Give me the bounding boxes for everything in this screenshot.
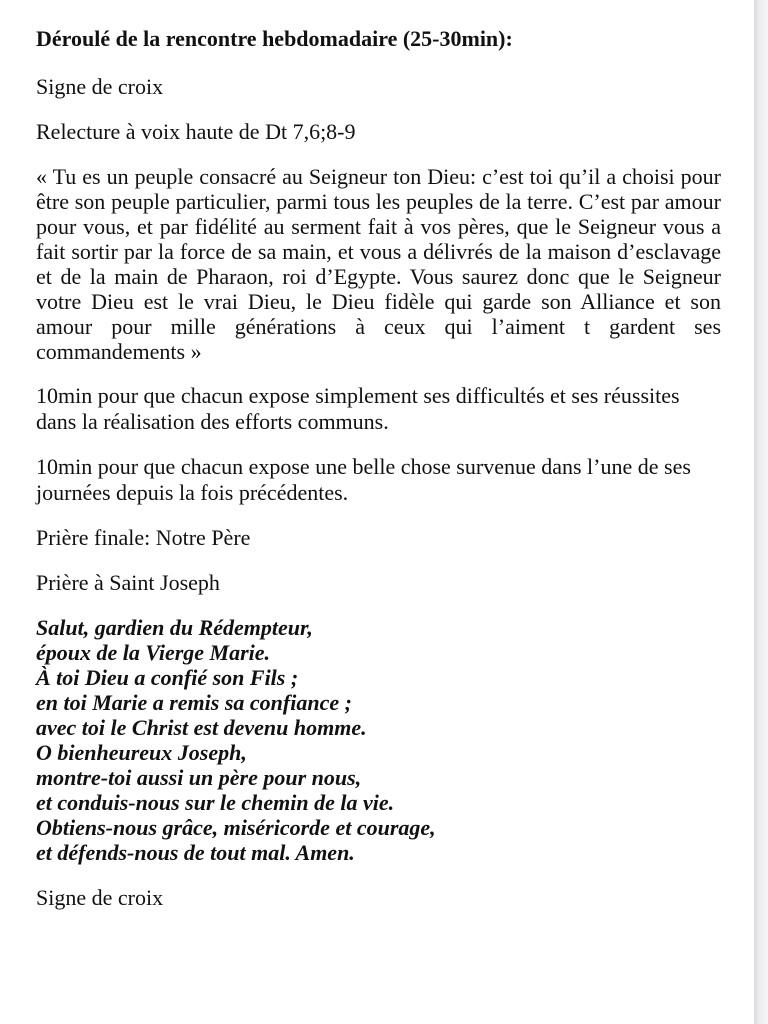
final-prayer: Prière finale: Notre Père — [36, 525, 251, 550]
sign-of-cross-end: Signe de croix — [36, 885, 164, 910]
document-heading: Déroulé de la rencontre hebdomadaire (25-30min): — [36, 26, 513, 51]
reading-intro: Relecture à voix haute de Dt 7,6;8-9 — [36, 119, 356, 144]
prayer-line: avec toi le Christ est devenu homme. — [36, 715, 367, 740]
sign-of-cross-start: Signe de croix — [36, 74, 164, 99]
prayer-line: montre-toi aussi un père pour nous, — [36, 765, 362, 790]
prayer-saint-joseph-text — [36, 615, 721, 865]
prayer-saint-joseph-title: Prière à Saint Joseph — [36, 570, 220, 595]
page-edge-shadow — [754, 0, 768, 1024]
sharing-difficulties: 10min pour que chacun expose simplement ses difficultés et ses réussites dans la réalisation des efforts communs. — [36, 383, 680, 434]
prayer-line: et défends-nous de tout mal. Amen. — [36, 840, 355, 865]
prayer-line: O bienheureux Joseph, — [36, 740, 247, 765]
prayer-line: À toi Dieu a confié son Fils ; — [36, 665, 299, 690]
prayer-line: époux de la Vierge Marie. — [36, 640, 271, 665]
prayer-line: en toi Marie a remis sa confiance ; — [36, 690, 352, 715]
scripture-quote: « Tu es un peuple consacré au Seigneur ton Dieu: c’est toi qu’il a choisi pour être son peuple particulier, parmi tous les peuples de la terre. C’est par amour pour vous, et par fidélité au serment fait à vos pères, que le Seigneur vous a fait sortir par la force de sa main, et vous a délivrés de la maison d’esclavage et de la main de Pharaon, roi d’Egypte. Vous saurez donc que le Seigneur votre Dieu est le vrai Dieu, le Dieu fidèle qui garde son Alliance et son amour pour mille générations à ceux qui l’aiment t gardent ses commandements » — [36, 164, 721, 364]
prayer-line: et conduis-nous sur le chemin de la vie. — [36, 790, 395, 815]
sharing-good-thing: 10min pour que chacun expose une belle chose survenue dans l’une de ses journées depuis la fois précédentes. — [36, 454, 691, 505]
prayer-line: Obtiens-nous grâce, miséricorde et courage, — [36, 815, 436, 840]
prayer-line: Salut, gardien du Rédempteur, — [36, 615, 313, 640]
document-content — [36, 26, 721, 930]
